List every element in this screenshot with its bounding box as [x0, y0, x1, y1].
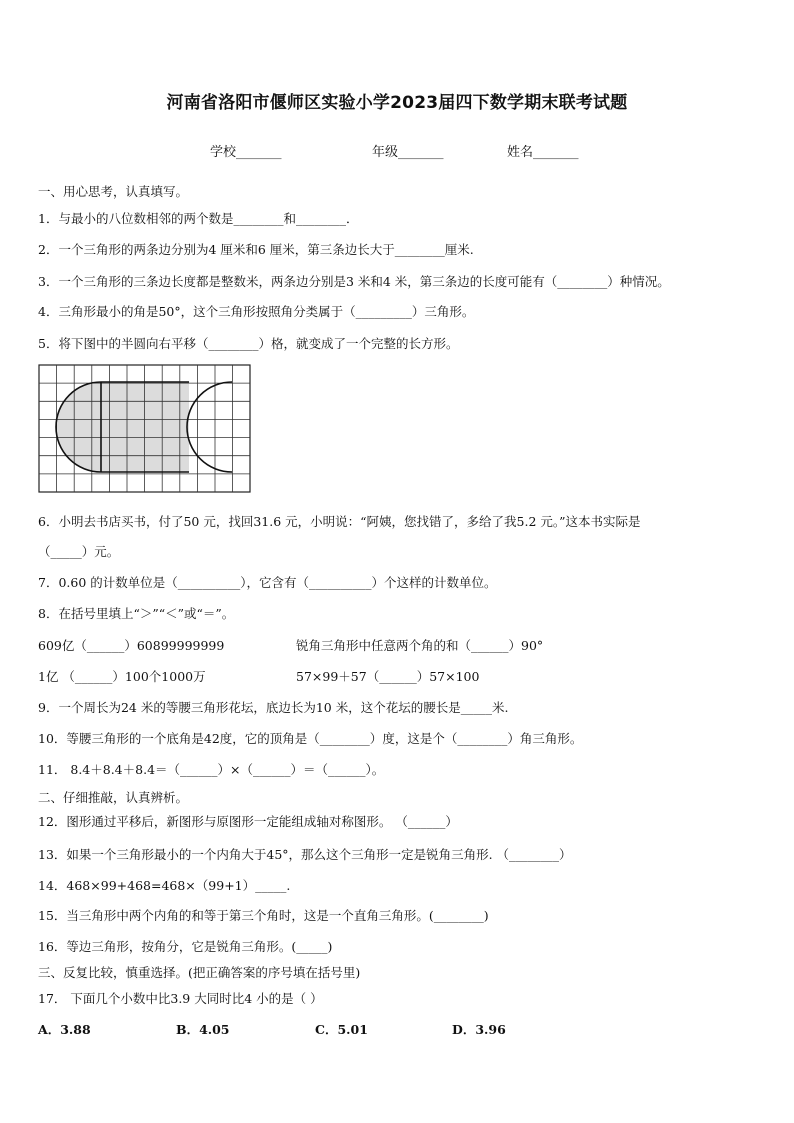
option-c: C．5.01 [315, 1022, 368, 1037]
grade-field: 年级_______ [372, 145, 444, 160]
school-field: 学校_______ [210, 145, 282, 160]
question-10: 10．等腰三角形的一个底角是42度，它的顶角是（________）度，这是个（________）角三角形。 [38, 731, 583, 746]
question-8: 8．在括号里填上“＞”“＜”或“＝”。 [38, 606, 235, 621]
question-3: 3．一个三角形的三条边长度都是整数米，两条边分别是3 米和4 米，第三条边的长度可能有（________）种情况。 [38, 274, 670, 289]
page-title: 河南省洛阳市偃师区实验小学2023届四下数学期末联考试题 [166, 93, 628, 113]
question-2: 2．一个三角形的两条边分别为4 厘米和6 厘米，第三条边长大于________厘米. [38, 242, 474, 257]
question-1: 1．与最小的八位数相邻的两个数是________和________． [38, 211, 359, 226]
translation-grid-figure [38, 364, 252, 494]
section-1-heading: 一、用心思考，认真填写。 [38, 184, 189, 199]
question-11: 11． 8.4＋8.4＋8.4＝（______）×（______）＝（______）。 [38, 762, 385, 777]
option-d: D．3.96 [452, 1022, 506, 1037]
question-5: 5．将下图中的半圆向右平移（________）格，就变成了一个完整的长方形。 [38, 336, 459, 351]
question-4: 4．三角形最小的角是50°，这个三角形按照角分类属于（_________）三角形。 [38, 304, 475, 319]
question-7: 7．0.60 的计数单位是（__________），它含有（__________）个这样的计数单位。 [38, 575, 497, 590]
option-b: B．4.05 [176, 1022, 230, 1037]
section-3-heading: 三、反复比较，慎重选择。(把正确答案的序号填在括号里) [38, 965, 361, 980]
question-6: 6．小明去书店买书，付了50 元，找回31.6 元，小明说：“阿姨，您找错了，多给了我5.2 元。”这本书实际是 [38, 514, 641, 529]
question-8-row2-left: 1亿 （______）100个1000万 [38, 669, 206, 684]
question-8-row2-right: 57×99＋57（______）57×100 [296, 669, 480, 684]
question-12: 12．图形通过平移后，新图形与原图形一定能组成轴对称图形。 （______） [38, 814, 458, 829]
question-9: 9．一个周长为24 米的等腰三角形花坛，底边长为10 米，这个花坛的腰长是_____米. [38, 700, 509, 715]
question-17: 17． 下面几个小数中比3.9 大同时比4 小的是（ ） [38, 991, 323, 1006]
question-8-row1-right: 锐角三角形中任意两个角的和（______）90° [296, 638, 544, 653]
section-2-heading: 二、仔细推敲，认真辨析。 [38, 790, 189, 805]
option-a: A．3.88 [38, 1022, 91, 1037]
question-15: 15．当三角形中两个内角的和等于第三个角时，这是一个直角三角形。(________) [38, 908, 489, 923]
question-6-answer: （_____）元。 [38, 544, 120, 559]
question-14: 14．468×99+468=468×（99+1）_____. [38, 878, 291, 893]
question-8-row1-left: 609亿（______）60899999999 [38, 638, 225, 653]
name-field: 姓名_______ [507, 145, 579, 160]
question-13: 13．如果一个三角形最小的一个内角大于45°，那么这个三角形一定是锐角三角形. （________） [38, 847, 572, 862]
question-16: 16．等边三角形，按角分，它是锐角三角形。(_____) [38, 939, 333, 954]
